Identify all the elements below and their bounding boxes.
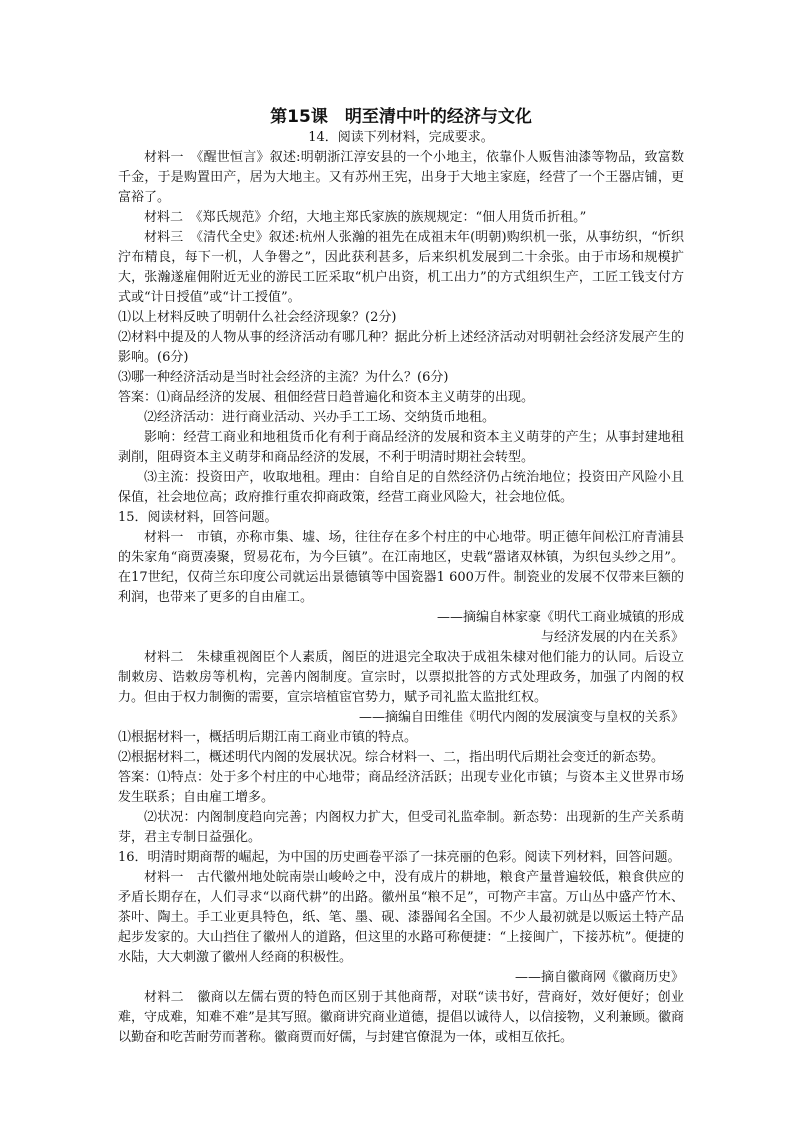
q14-answer-2-impact: 影响：经营工商业和地租货币化有利于商品经济的发展和资本主义萌芽的产生；从事封建地租剥削，阻碍资本主义萌芽和商品经济的发展，不利于明清时期社会转型。 xyxy=(118,430,684,465)
q14-intro: 14．阅读下列材料，完成要求。 xyxy=(308,130,494,145)
q15-answer-1: 答案：⑴特点：处于多个村庄的中心地带；商品经济活跃；出现专业化市镇；与资本主义世界市场发生联系；自由雇工增多。 xyxy=(118,770,684,805)
q15-answer-2: ⑵状况：内阁制度趋向完善；内阁权力扩大，但受司礼监牵制。新态势：出现新的生产关系萌芽，君主专制日益强化。 xyxy=(118,810,684,845)
q15-source-1b: 与经济发展的内在关系》 xyxy=(540,630,684,645)
q14-question-2: ⑵材料中提及的人物从事的经济活动有哪几种？据此分析上述经济活动对明朝社会经济发展产生的影响。(6分) xyxy=(118,330,684,365)
q15-question-1: ⑴根据材料一，概括明后期江南工商业市镇的特点。 xyxy=(118,730,418,745)
q14-answer-3: ⑶主流：投资田产，收取地租。理由：自给自足的自然经济仍占统治地位；投资田产风险小且保值，社会地位高；政府推行重农抑商政策，经营工商业风险大，社会地位低。 xyxy=(118,470,684,505)
q14-material-2: 材料二 《郑氏规范》介绍，大地主郑氏家族的族规规定：“佃人用货币折租。” xyxy=(144,210,587,225)
q16-material-2: 材料二 徽商以左儒右贾的特色而区别于其他商帮，对联“读书好，营商好，效好便好；创业难，守成难，知难不难”是其写照。徽商讲究商业道德，提倡以诚待人，以信接物，义利兼顾。徽商以勤奋和吃苦耐劳而著称。徽商贾而好儒，与封建官僚混为一体，或相互依托。 xyxy=(118,990,684,1045)
page-title: 第15课 明至清中叶的经济与文化 xyxy=(270,107,532,127)
q14-question-3: ⑶哪一种经济活动是当时社会经济的主流？为什么？(6分) xyxy=(118,370,449,385)
q14-material-3: 材料三 《清代全史》叙述:杭州人张瀚的祖先在成祖末年(明朝)购织机一张，从事纺织，“忻织泞布精良，每下一机，人争嚳之”，因此获利甚多，后来织机发展到二十余张。由于市场和规模扩大，张瀚遂雇佣附近无业的游民工匠采取“机户出资，机工出力”的方式组织生产，工匠工钱支付方式或“计日授值”或“计工授值”。 xyxy=(118,230,684,305)
q14-answer-2: ⑵经济活动：进行商业活动、兴办手工工场、交纳货币地租。 xyxy=(144,410,496,425)
q14-question-1: ⑴以上材料反映了明朝什么社会经济现象？(2分) xyxy=(118,310,397,325)
q16-material-1: 材料一 古代徽州地处皖南崇山峻岭之中，没有成片的耕地，粮食产量普遍较低，粮食供应的矛盾长期存在，人们寻求“以商代耕”的出路。徽州虽“粮不足”，可物产丰富。万山丛中盛产竹木、茶叶、陶土。手工业更具特色，纸、笔、墨、砚、漆器闻名全国。不少人最初就是以贩运土特产品起步发家的。大山挡住了徽州人的道路，但这里的水路可称便捷：“上接闽广，下接苏杭”。便捷的水陆，大大刺激了徽州人经商的积极性。 xyxy=(118,870,684,965)
q15-question-2: ⑵根据材料二，概述明代内阁的发展状况。综合材料一、二，指出明代后期社会变迁的新态势。 xyxy=(118,750,665,765)
q16-source-1: ——摘自徽商网《徽商历史》 xyxy=(514,970,684,985)
q15-source-2: ——摘编自田维佳《明代内阁的发展演变与皇权的关系》 xyxy=(358,710,684,725)
q16-intro: 16．明清时期商帮的崛起，为中国的历史画卷平添了一抹亮丽的色彩。阅读下列材料，回答问题。 xyxy=(118,850,681,865)
q15-material-1: 材料一 市镇，亦称市集、墟、场，往往存在多个村庄的中心地带。明正德年间松江府青浦县的朱家角“商贾凑聚，贸易花布，为今巨镇”。在江南地区，史载“嚣诸双林镇，为织包头纱之用”。在17世纪，仅荷兰东印度公司就运出景德镇等中国瓷器1 600万件。制瓷业的发展不仅带来巨额的利润，也带来了更多的自由雇工。 xyxy=(118,530,684,605)
q14-answer-1: 答案：⑴商品经济的发展、租佃经营日趋普遍化和资本主义萌芽的出现。 xyxy=(118,390,535,405)
q15-source-1a: ——摘编自林家豪《明代工商业城镇的形成 xyxy=(436,610,684,625)
q15-material-2: 材料二 朱棣重视阁臣个人素质，阁臣的进退完全取决于成祖朱棣对他们能力的认同。后设立制敕房、诰敕房等机构，完善内阁制度。宣宗时，以票拟批答的方式处理政务，加强了内阁的权力。但由于权力制衡的需要，宣宗培植宦官势力，赋予司礼监太监批红权。 xyxy=(118,650,684,705)
q14-material-1: 材料一 《醒世恒言》叙述:明朝浙江淳安县的一个小地主，依靠仆人贩售油漆等物品，致富数千金，于是购置田产，居为大地主。又有苏州王宪，出身于大地主家庭，经营了一个王器店铺，更富裕了。 xyxy=(118,150,684,205)
document-page xyxy=(118,100,684,1048)
q15-intro: 15．阅读材料，回答问题。 xyxy=(118,510,278,525)
